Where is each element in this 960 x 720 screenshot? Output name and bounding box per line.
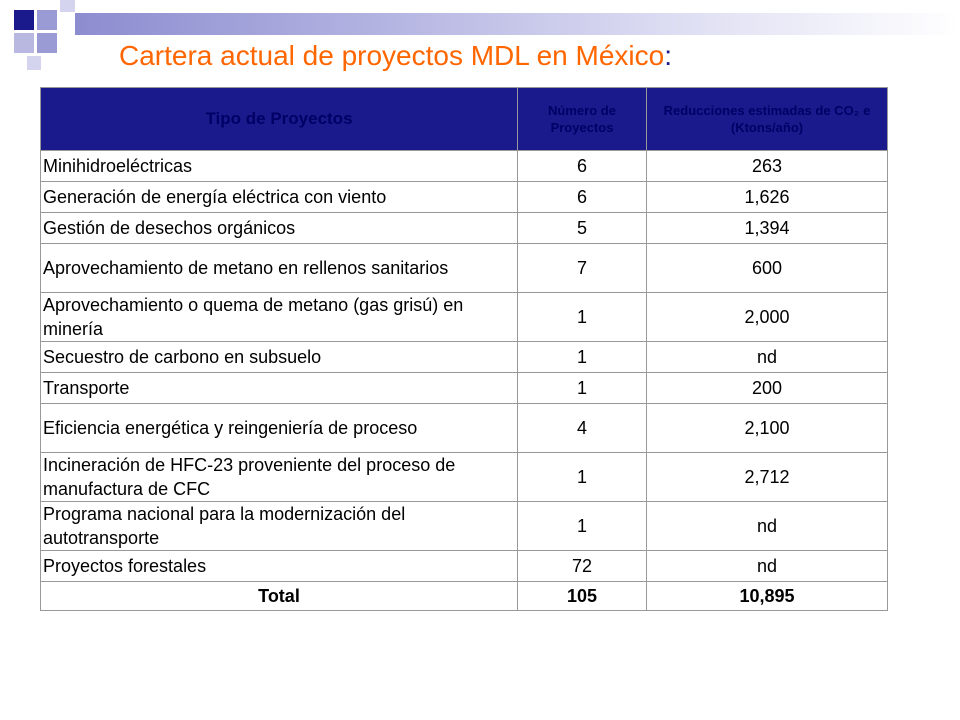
cell-numero: 72: [518, 551, 647, 582]
cell-reducciones: 2,000: [647, 293, 888, 342]
cell-numero: 6: [518, 151, 647, 182]
cell-reducciones: 600: [647, 244, 888, 293]
cell-numero: 4: [518, 404, 647, 453]
decor-square-pale-2: [27, 56, 41, 70]
table-row: [41, 182, 888, 213]
table-row: [41, 244, 888, 293]
cell-tipo: Proyectos forestales: [41, 551, 518, 582]
cell-numero: 1: [518, 293, 647, 342]
slide-title-text: Cartera actual de proyectos MDL en México: [119, 40, 665, 71]
cell-tipo: Gestión de desechos orgánicos: [41, 213, 518, 244]
cell-numero: 1: [518, 453, 647, 502]
cell-tipo: Incineración de HFC-23 proveniente del proceso de manufactura de CFC: [41, 453, 518, 502]
decor-square-pale: [60, 0, 75, 12]
cell-reducciones: 2,712: [647, 453, 888, 502]
cell-tipo: Generación de energía eléctrica con viento: [41, 182, 518, 213]
total-reducciones: 10,895: [647, 582, 888, 611]
cell-tipo: Secuestro de carbono en subsuelo: [41, 342, 518, 373]
cell-numero: 7: [518, 244, 647, 293]
header-reducciones: Reducciones estimadas de CO₂ e (Ktons/año): [647, 88, 888, 151]
total-label: Total: [41, 582, 518, 611]
cell-tipo: Programa nacional para la modernización del autotransporte: [41, 502, 518, 551]
cell-tipo: Eficiencia energética y reingeniería de proceso: [41, 404, 518, 453]
slide-title-colon: :: [664, 40, 672, 71]
decor-square-lavender-2: [37, 33, 57, 53]
cell-reducciones: nd: [647, 551, 888, 582]
cell-reducciones: nd: [647, 502, 888, 551]
table-row: [41, 502, 888, 551]
cell-reducciones: 1,394: [647, 213, 888, 244]
decor-square-light: [14, 33, 34, 53]
cell-numero: 5: [518, 213, 647, 244]
decor-square-navy: [14, 10, 34, 30]
table-row: [41, 373, 888, 404]
cell-reducciones: 263: [647, 151, 888, 182]
table-total-row: [41, 582, 888, 611]
cell-reducciones: nd: [647, 342, 888, 373]
total-numero: 105: [518, 582, 647, 611]
cell-reducciones: 1,626: [647, 182, 888, 213]
cell-reducciones: 2,100: [647, 404, 888, 453]
table-row: [41, 342, 888, 373]
cell-numero: 6: [518, 182, 647, 213]
cell-numero: 1: [518, 373, 647, 404]
cell-tipo: Aprovechamiento de metano en rellenos sanitarios: [41, 244, 518, 293]
cell-numero: 1: [518, 502, 647, 551]
cell-tipo: Transporte: [41, 373, 518, 404]
header-tipo: Tipo de Proyectos: [41, 88, 518, 151]
slide-title: [119, 40, 672, 72]
cell-tipo: Minihidroeléctricas: [41, 151, 518, 182]
cell-numero: 1: [518, 342, 647, 373]
projects-table: [40, 87, 888, 611]
table-row: [41, 404, 888, 453]
table-row: [41, 293, 888, 342]
cell-tipo: Aprovechamiento o quema de metano (gas grisú) en minería: [41, 293, 518, 342]
table-row: [41, 213, 888, 244]
header-numero: Número de Proyectos: [518, 88, 647, 151]
decor-square-lavender: [37, 10, 57, 30]
cell-reducciones: 200: [647, 373, 888, 404]
table-header-row: [41, 88, 888, 151]
top-gradient-bar: [75, 13, 960, 35]
table-row: [41, 551, 888, 582]
table-row: [41, 151, 888, 182]
table-row: [41, 453, 888, 502]
